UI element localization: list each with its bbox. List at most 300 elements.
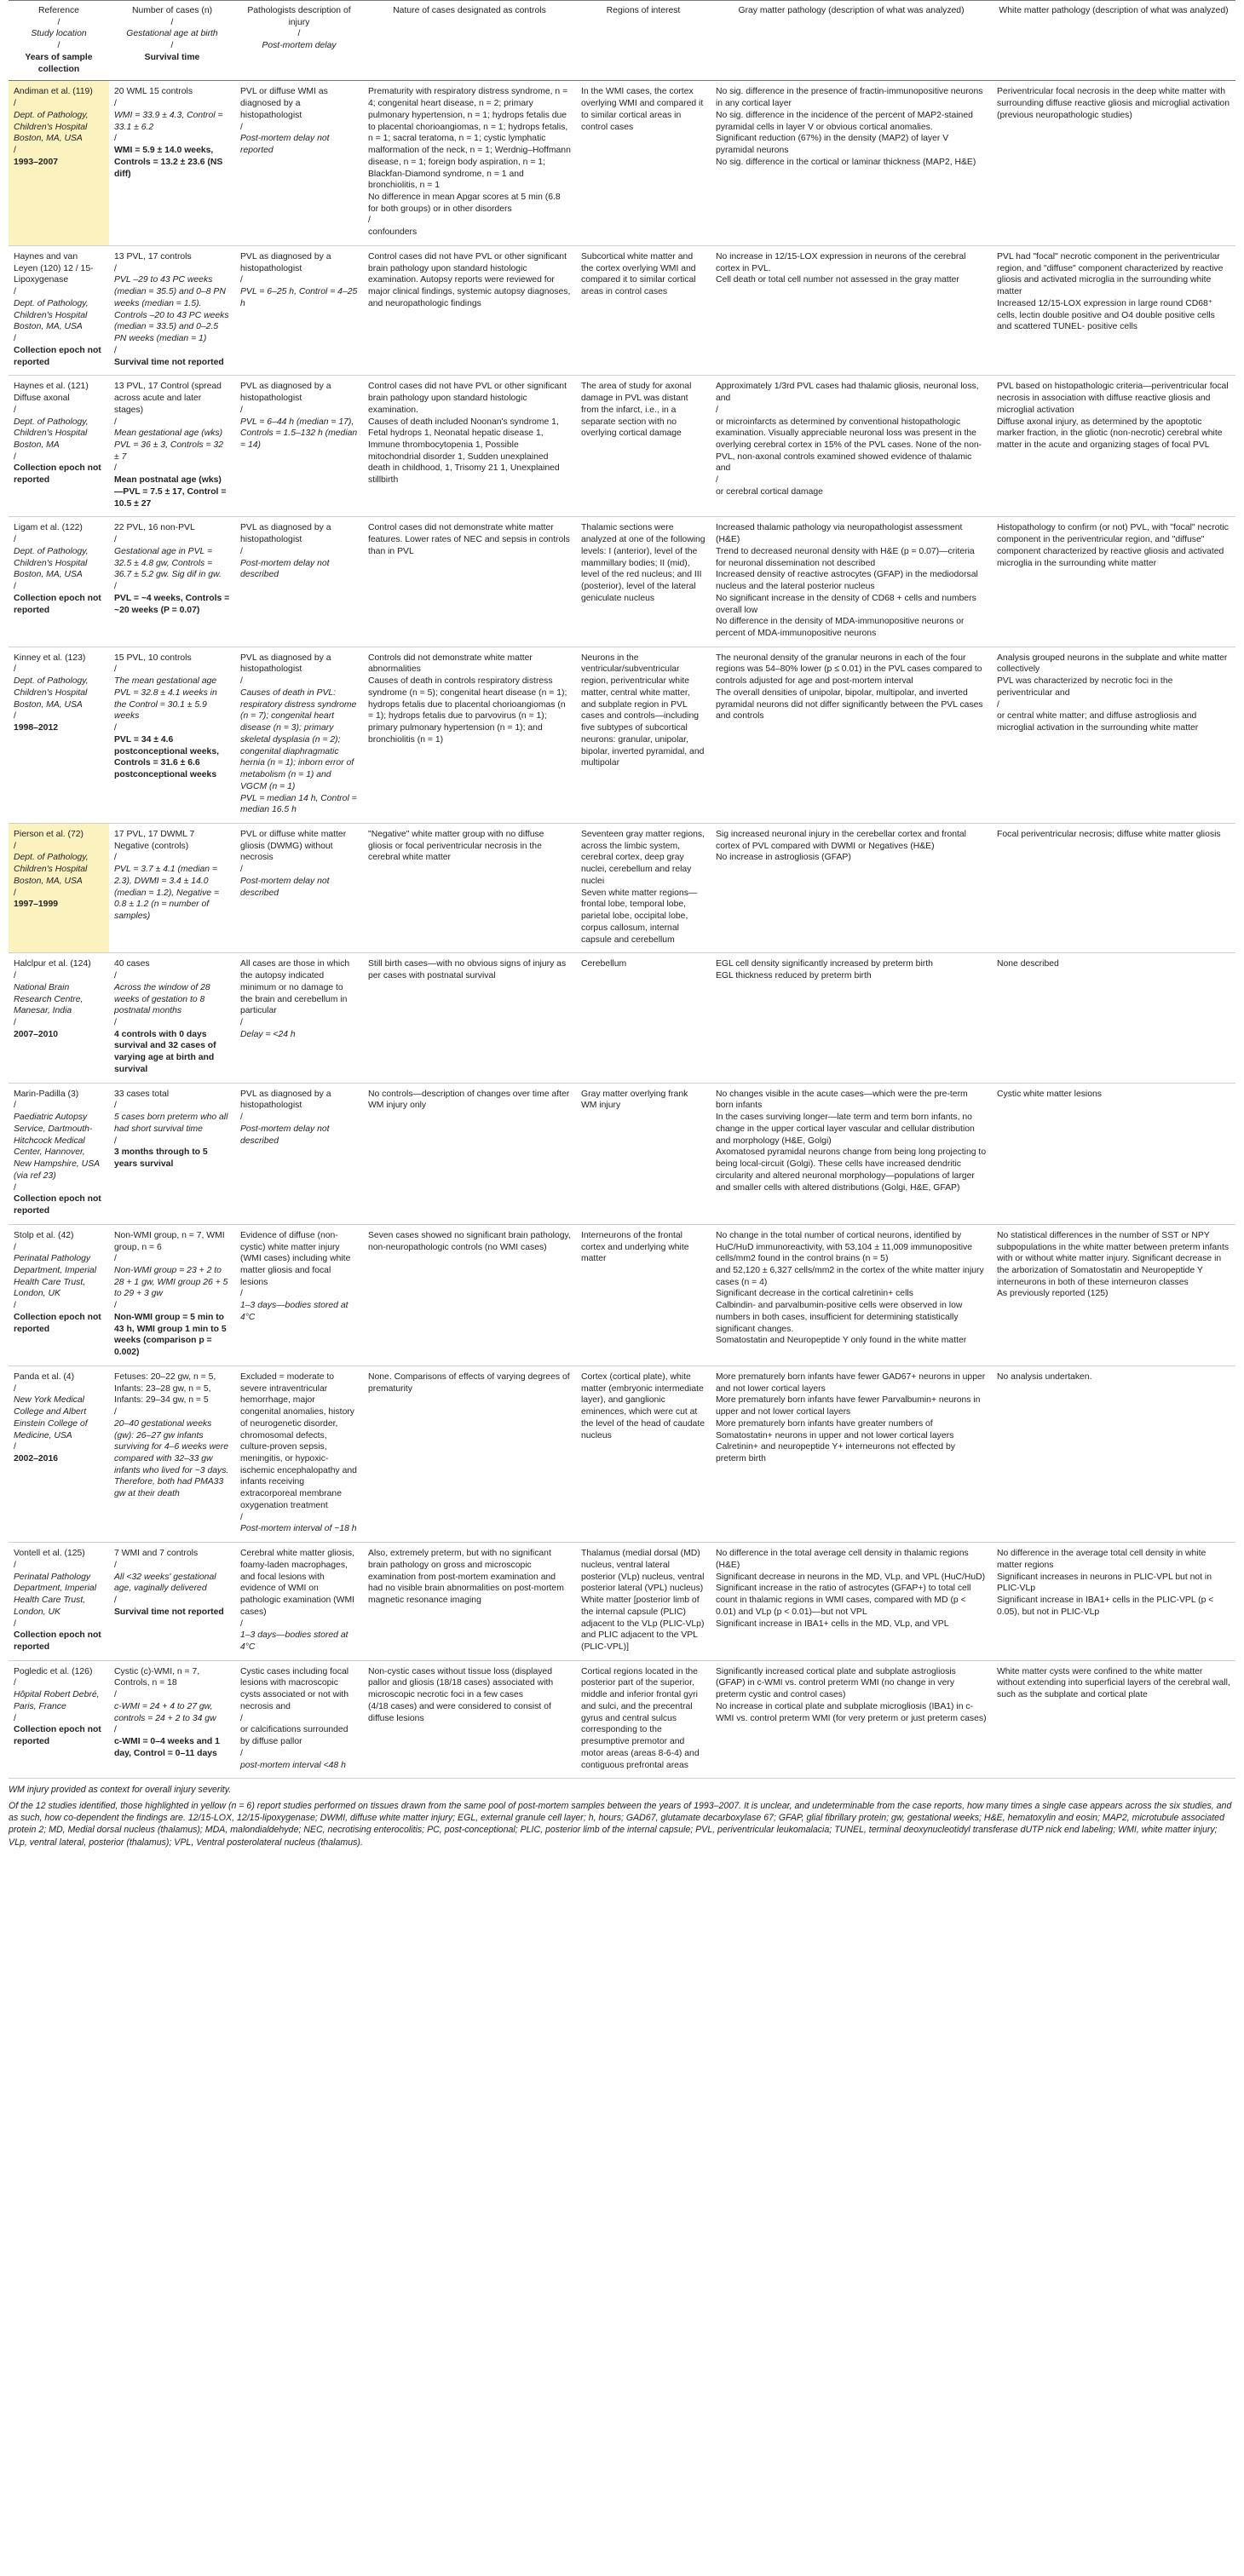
cell-line: / xyxy=(114,1690,117,1700)
table-row xyxy=(9,1660,1235,1779)
gray-matter-cell xyxy=(711,81,992,246)
cell-line: Survival time not reported xyxy=(114,1607,224,1617)
cell-line: Survival time not reported xyxy=(114,357,224,367)
cell-line: / xyxy=(14,287,16,297)
cell-line: Mean postnatal age (wks)—PVL = 7.5 ± 17, Control = 10.5 ± 27 xyxy=(114,475,229,509)
cell-line: Significantly increased cortical plate and subplate astrogliosis (GFAP) in c-WMI vs. control preterm WMI (no change in very preterm cystic and control cases) xyxy=(716,1666,959,1700)
cell-line: EGL thickness reduced by preterm birth xyxy=(716,971,872,981)
reference-cell xyxy=(9,376,109,517)
table-row xyxy=(9,1543,1235,1661)
cell-line: Non-cystic cases without tissue loss (displayed pallor and gliosis (18/18 cases) associated with microscopic necrotic foci in a few cases xyxy=(368,1666,556,1700)
cell-line: No increase in cortical plate and subplate microgliosis (IBA1) in c-WMI vs. control preterm WMI (for very preterm or just preterm cases) xyxy=(716,1701,987,1723)
pathologist-cell xyxy=(235,1083,363,1224)
cell-line: 2007–2010 xyxy=(14,1029,59,1039)
cell-line: / xyxy=(14,1619,16,1629)
cell-line: PVL = 6–44 h (median = 17), Controls = 1.5–132 h (median = 14) xyxy=(240,417,360,450)
cell-line: Post-mortem delay not described xyxy=(240,558,332,580)
cell-line: Seven cases showed no significant brain pathology, non-neuropathologic controls (no WMI cases) xyxy=(368,1230,573,1252)
white-matter-cell xyxy=(992,1366,1235,1542)
pathologist-cell xyxy=(235,647,363,823)
cell-line: No statistical differences in the number of SST or NPY subpopulations in the white matter between preterm infants with or without white matter injury. Significant decrease in the arborization of Somatostatin and Neuropeptide Y interneurons in both of these interneuron classes xyxy=(997,1230,1231,1287)
table-row xyxy=(9,517,1235,647)
cell-line: Pogledic et al. (126) xyxy=(14,1666,93,1676)
cases-cell xyxy=(109,517,235,647)
cell-line: / xyxy=(14,1383,16,1394)
controls-cell xyxy=(363,245,576,375)
cell-line: / xyxy=(240,275,243,285)
cell-line: / xyxy=(14,1101,16,1111)
white-matter-cell xyxy=(992,376,1235,517)
cell-line: / xyxy=(114,1596,117,1606)
controls-cell xyxy=(363,1366,576,1542)
controls-cell xyxy=(363,376,576,517)
cell-line: Evidence of diffuse (non-cystic) white matter injury (WMI cases) including white matter gliosis and focal lesions xyxy=(240,1230,354,1287)
cell-line: / xyxy=(997,699,999,710)
footnote-abbreviations: Of the 12 studies identified, those highlighted in yellow (n = 6) report studies performed on tissues drawn from the same pool of post-mortem samples between the years of 1993–2007. It is unclear, and undeterminable from the case reports, how many times a single case appears across the six studies, and as such, how co-dependent the findings are. 12/15-LOX, 12/15-lipoxygenase; DWMI, diffuse white matter injury; EGL, external granule cell layer; h, hours; GAD67, glutamate decarboxylase 67; GFAP, glial fibrillary protein; gw, gestational weeks; H&E, hematoxylin and eosin; MAP2, microtubule associated protein 2; MD, Medial dorsal nucleus (thalamus); MDA, malondialdehyde; NEC, necrotising enterocolitis; PC, post-conceptional; PLIC, posterior limb of the internal capsule; PVL, periventricular leukomalacia; TUNEL, terminal deoxynucleotidyl transferase dUTP nick end labeling; WMI, white matter injury; VLp, ventral lateral, posterior (thalamus); VPL, Ventral posterolateral nucleus (thalamus). xyxy=(9,1800,1232,1848)
cell-line: / xyxy=(114,263,117,273)
cell-line: / xyxy=(14,664,16,675)
cell-line: Somatostatin and Neuropeptide Y only found in the white matter xyxy=(716,1336,967,1346)
cell-line: / xyxy=(114,535,117,545)
cell-line: / xyxy=(14,1678,16,1688)
studies-table xyxy=(9,0,1235,1779)
cell-line: Collection epoch not reported xyxy=(14,463,104,486)
cell-line: Controls did not demonstrate white matter abnormalities xyxy=(368,653,535,675)
cell-line: / xyxy=(240,865,243,875)
reference-cell xyxy=(9,647,109,823)
cell-line: / xyxy=(114,1136,117,1146)
cell-line: 5 cases born preterm who all had short survival time xyxy=(114,1113,231,1134)
gray-matter-cell xyxy=(711,376,992,517)
regions-cell xyxy=(576,517,711,647)
cases-cell xyxy=(109,647,235,823)
gray-matter-cell xyxy=(711,1224,992,1366)
cell-line: Significant increases in neurons in PLIC-VPL but not in PLIC-VLp xyxy=(997,1572,1214,1594)
cell-line: No difference in mean Apgar scores at 5 min (6.8 for both groups) or in other disorders xyxy=(368,193,563,214)
cell-line: Post-mortem interval of ~18 h xyxy=(240,1524,357,1534)
regions-cell xyxy=(576,376,711,517)
cell-line: The mean gestational age PVL = 32.8 ± 4.1 weeks in the Control = 30.1 ± 5.9 weeks xyxy=(114,676,220,722)
cell-line: Cystic cases including focal lesions with macroscopic cysts associated or not with necrosis and xyxy=(240,1666,351,1711)
cell-line: / xyxy=(114,582,117,592)
cell-line: Kinney et al. (123) xyxy=(14,653,86,663)
cell-line: / xyxy=(114,134,117,144)
cell-line: No changes visible in the acute cases—which were the pre-term born infants xyxy=(716,1089,970,1111)
cell-line: No controls—description of changes over time after WM injury only xyxy=(368,1089,573,1111)
cell-line: Focal periventricular necrosis; diffuse white matter gliosis xyxy=(997,830,1221,839)
gray-matter-cell xyxy=(711,647,992,823)
cell-line: Ligam et al. (122) xyxy=(14,523,83,533)
cell-line: / xyxy=(14,535,16,545)
controls-cell xyxy=(363,647,576,823)
cell-line: More prematurely born infants have fewer Parvalbumin+ neurons in upper and not lower cortical layers xyxy=(716,1395,983,1417)
pathologist-cell xyxy=(235,1543,363,1661)
cell-line: or central white matter; and diffuse astrogliosis and microglial activation in the surrounding white matter xyxy=(997,711,1200,733)
header-reference: Reference / Study location / Years of sample collection xyxy=(9,1,109,81)
regions-cell xyxy=(576,1224,711,1366)
pathologist-cell xyxy=(235,517,363,647)
cell-line: White matter cysts were confined to the white matter without extending into superficial layers of the cerebral wall, such as the subplate and cortical plate xyxy=(997,1666,1233,1700)
cell-line: / xyxy=(716,475,718,486)
pathologist-cell xyxy=(235,1660,363,1779)
white-matter-cell xyxy=(992,1224,1235,1366)
cell-line: None. Comparisons of effects of varying degrees of prematurity xyxy=(368,1371,573,1394)
cell-line: / xyxy=(14,1713,16,1723)
cell-line: Periventricular focal necrosis in the deep white matter with surrounding diffuse reactive gliosis and microglial activation (previous neuropathologic studies) xyxy=(997,87,1232,120)
cell-line: Hôpital Robert Debré, Paris, France xyxy=(14,1690,102,1711)
pathologist-cell xyxy=(235,81,363,246)
cell-line: or microinfarcts as determined by conventional histopathologic examination. Visually appreciable neuronal loss was present in the overlying cerebral cortex in 15% of the PVL cases. None of the non-PVL, non-axonal controls examined showed evidence of thalamic and xyxy=(716,417,982,474)
white-matter-cell xyxy=(992,647,1235,823)
header-cases: Number of cases (n) / Gestational age at birth / Survival time xyxy=(109,1,235,81)
pathologist-cell xyxy=(235,245,363,375)
cases-cell xyxy=(109,376,235,517)
table-header-row xyxy=(9,1,1235,81)
reference-cell xyxy=(9,1543,109,1661)
cell-line: Mean gestational age (wks) PVL = 36 ± 3, Controls = 32 ± 7 xyxy=(114,428,226,462)
cell-line: Subcortical white matter and the cortex overlying WMI and compared it to similar cortical areas in control cases xyxy=(581,251,699,297)
cell-line: / xyxy=(14,1560,16,1570)
cell-line: confounders xyxy=(368,227,418,238)
cell-line: / xyxy=(114,664,117,675)
cell-line: PVL as diagnosed by a histopathologist xyxy=(240,653,334,675)
cell-line: post-mortem interval <48 h xyxy=(240,1760,346,1770)
cell-line: Thalamic sections were analyzed at one of the following levels: I (anterior), level of the mammillary bodies; II (mid), level of the red nucleus; and III (posterior), level of the lateral geniculate nucleus xyxy=(581,523,708,603)
cell-line: Halclpur et al. (124) xyxy=(14,959,91,969)
cell-line: "Negative" white matter group with no diffuse gliosis or focal periventricular necrosis in the cerebral white matter xyxy=(368,830,547,863)
cell-line: / xyxy=(14,1182,16,1193)
cell-line: / xyxy=(14,334,16,344)
cell-line: PVL –29 to 43 PC weeks (median = 35.5) and 0–8 PN weeks (median = 1.5). Controls –20 to 43 PC weeks (median = 33.5) and 0–2.5 PN weeks (median = 1) xyxy=(114,275,232,344)
cell-line: / xyxy=(368,216,371,226)
cell-line: Fetuses: 20–22 gw, n = 5, Infants: 23–28 gw, n = 5, Infants: 29–34 gw, n = 5 xyxy=(114,1371,219,1406)
header-white-matter: White matter pathology (description of what was analyzed) xyxy=(992,1,1235,81)
cases-cell xyxy=(109,1366,235,1542)
cell-line: / xyxy=(14,451,16,462)
cell-line: / xyxy=(114,723,117,733)
cell-line: Post-mortem delay not described xyxy=(240,1124,332,1146)
regions-cell xyxy=(576,824,711,953)
cell-line: PVL was characterized by necrotic foci in the periventricular and xyxy=(997,676,1176,698)
cell-line: or cerebral cortical damage xyxy=(716,486,823,497)
cell-line: Histopathology to confirm (or not) PVL, with "focal" necrotic component in the periventricular region, and "diffuse" component characterized by reactive gliosis and activated microglia in the surrounding white matter xyxy=(997,523,1231,568)
cell-line: No sig. difference in the incidence of the percent of MAP2-stained pyramidal cells in layer V or obvious cortical anomalies. xyxy=(716,110,976,132)
cell-line: PVL = 6–25 h, Control = 4–25 h xyxy=(240,287,360,308)
cell-line: In the cases surviving longer—late term and term born infants, no change in the upper cortical layer vascular and cellular distribution and morphology (H&E, Golgi) xyxy=(716,1113,977,1146)
cell-line: Stolp et al. (42) xyxy=(14,1230,74,1240)
controls-cell xyxy=(363,1224,576,1366)
cell-line: Approximately 1/3rd PVL cases had thalamic gliosis, neuronal loss, and xyxy=(716,382,982,404)
cell-line: In the WMI cases, the cortex overlying WMI and compared it to similar cortical areas in control cases xyxy=(581,87,706,132)
cell-line: Prematurity with respiratory distress syndrome, n = 4; congenital heart disease, n = 2; primary pulmonary hypertension, n = 1; hydrops fetalis due to placental chorioangiomas, n = 1; hydrops fetalis, n = 1; sacral teratoma, n = 1; cystic lymphatic malformation of the neck, n = 1; Werdnig–Hoffmann disease, n = 1; foreign body aspiration, n = 1; Blackfan-Diamond syndrome, n = 1 and bronchiolitis, n = 1 xyxy=(368,87,573,191)
controls-cell xyxy=(363,81,576,246)
cell-line: PVL based on histopathologic criteria—periventricular focal necrosis in association with diffuse reactive gliosis and microglial activation xyxy=(997,382,1231,415)
cell-line: / xyxy=(14,1301,16,1311)
cases-cell xyxy=(109,1224,235,1366)
cell-line: WMI = 33.9 ± 4.3, Control = 33.1 ± 6.2 xyxy=(114,110,226,132)
regions-cell xyxy=(576,1366,711,1542)
cell-line: Collection epoch not reported xyxy=(14,1312,104,1334)
cell-line: / xyxy=(114,1101,117,1111)
cell-line: Significant increase in IBA1+ cells in the MD, VLp, and VPL xyxy=(716,1619,949,1629)
pathologist-cell xyxy=(235,953,363,1083)
cell-line: Control cases did not have PVL or other significant brain pathology upon standard histologic examination. Autopsy reports were reviewed for major clinical findings, systemic autopsy diagnoses, and neuropathologic findings xyxy=(368,251,573,308)
cell-line: Causes of death included Noonan's syndrome 1, Fetal hydrops 1, Neonatal hepatic disease 1, Immune thrombocytopenia 1, Possible mitochondrial disorder 1, Sudden unexplained death in childhood, 1, Trisomy 21 1, Unexplained stillbirth xyxy=(368,417,562,486)
cell-line: Interneurons of the frontal cortex and underlying white matter xyxy=(581,1230,692,1264)
cell-line: Cortical regions located in the posterior part of the superior, middle and inferior frontal gyri and sulci, and the precentral gyrus and central sulcus corresponding to the presumptive premotor and motor areas (areas 8-6-4) and contiguous prefrontal areas xyxy=(581,1666,702,1770)
white-matter-cell xyxy=(992,245,1235,375)
cell-line: No sig. difference in the cortical or laminar thickness (MAP2, H&E) xyxy=(716,157,976,167)
cell-line: / xyxy=(240,1512,243,1522)
cell-line: Significant decrease in neurons in the MD, VLp, and VPL (HuC/HuD) xyxy=(716,1572,986,1582)
cell-line: Vontell et al. (125) xyxy=(14,1549,85,1559)
cell-line: None described xyxy=(997,959,1059,969)
gray-matter-cell xyxy=(711,1543,992,1661)
regions-cell xyxy=(576,1083,711,1224)
cell-line: Dept. of Pathology, Children's Hospital Boston, MA, USA xyxy=(14,676,91,710)
cell-line: / xyxy=(240,1018,243,1028)
cell-line: PVL = median 14 h, Control = median 16.5 h xyxy=(240,793,360,815)
regions-cell xyxy=(576,953,711,1083)
cell-line: All <32 weeks' gestational age, vaginally delivered xyxy=(114,1572,219,1594)
cell-line: Across the window of 28 weeks of gestation to 8 postnatal months xyxy=(114,982,213,1016)
white-matter-cell xyxy=(992,81,1235,246)
cell-line: c-WMI = 24 + 4 to 27 gw, controls = 24 + 2 to 34 gw xyxy=(114,1701,216,1723)
cell-line: More prematurely born infants have fewer GAD67+ neurons in upper and not lower cortical layers xyxy=(716,1371,988,1394)
cell-line: / xyxy=(14,1242,16,1252)
cell-line: No difference in the average total cell density in white matter regions xyxy=(997,1549,1209,1570)
cell-line: and 52,120 ± 6,327 cells/mm2 in the cortex of the white matter injury cases (n = 4) xyxy=(716,1265,987,1287)
cell-line: As previously reported (125) xyxy=(997,1289,1109,1299)
white-matter-cell xyxy=(992,1083,1235,1224)
cell-line: The neuronal density of the granular neurons in each of the four regions was 54–80% lower (p ≤ 0.01) in the PVL cases compared to controls adjusted for age and post-mortem interval xyxy=(716,653,985,687)
cell-line: Panda et al. (4) xyxy=(14,1371,75,1382)
cell-line: (4/18 cases) and were considered to consist of diffuse lesions xyxy=(368,1701,554,1723)
cell-line: Andiman et al. (119) xyxy=(14,87,93,97)
cell-line: 20 WML 15 controls xyxy=(114,87,193,97)
cell-line: PVL or diffuse WMI as diagnosed by a histopathologist xyxy=(240,87,331,120)
cell-line: Significant increase in the ratio of astrocytes (GFAP+) to total cell count in thalamic regions in WMI cases, compared with MD (p < 0.01) and VLp (p < 0.01)—but not VPL xyxy=(716,1584,974,1617)
cases-cell xyxy=(109,953,235,1083)
cell-line: Pierson et al. (72) xyxy=(14,830,84,839)
controls-cell xyxy=(363,953,576,1083)
cell-line: / xyxy=(14,582,16,592)
controls-cell xyxy=(363,1543,576,1661)
cell-line: Dept. of Pathology, Children's Hospital Boston, MA xyxy=(14,417,91,450)
cell-line: Seven white matter regions—frontal lobe, temporal lobe, parietal lobe, occipital lobe, corpus callosum, internal capsule and cerebellum xyxy=(581,888,698,945)
cell-line: / xyxy=(114,463,117,474)
cell-line: New York Medical College and Albert Einstein College of Medicine, USA xyxy=(14,1395,90,1440)
cases-cell xyxy=(109,1660,235,1779)
table-row xyxy=(9,1083,1235,1224)
pathologist-cell xyxy=(235,376,363,517)
white-matter-cell xyxy=(992,1660,1235,1779)
cell-line: White matter [posterior limb of the internal capsule (PLIC) adjacent to the VLp (PLIC-VLp) and PLIC adjacent to the VPL (PLIC-VPL)] xyxy=(581,1596,707,1652)
cell-line: 3 months through to 5 years survival xyxy=(114,1147,210,1170)
cell-line: 15 PVL, 10 controls xyxy=(114,653,192,663)
cell-line: Delay = <24 h xyxy=(240,1029,296,1039)
cell-line: Collection epoch not reported xyxy=(14,593,104,615)
cell-line: All cases are those in which the autopsy indicated minimum or no damage to the brain and cerebellum in particular xyxy=(240,959,353,1016)
cell-line: Perinatal Pathology Department, Imperial Health Care Trust, London, UK xyxy=(14,1254,99,1299)
cell-line: 1997–1999 xyxy=(14,900,59,910)
cell-line: Non-WMI group, n = 7, WMI group, n = 6 xyxy=(114,1230,227,1252)
cell-line: More prematurely born infants have greater numbers of Somatostatin+ neurons in upper and not lower cortical layers xyxy=(716,1418,954,1440)
cell-line: EGL cell density significantly increased by preterm birth xyxy=(716,959,933,969)
cell-line: / xyxy=(14,971,16,981)
cell-line: 1–3 days—bodies stored at 4°C xyxy=(240,1630,351,1652)
table-row xyxy=(9,647,1235,823)
table-row xyxy=(9,245,1235,375)
cell-line: Dept. of Pathology, Children's Hospital Boston, MA, USA xyxy=(14,298,91,332)
pathologist-cell xyxy=(235,824,363,953)
cell-line: Control cases did not demonstrate white matter features. Lower rates of NEC and sepsis in controls than in PVL xyxy=(368,523,573,556)
cell-line: PVL as diagnosed by a histopathologist xyxy=(240,251,334,273)
cell-line: 40 cases xyxy=(114,959,150,969)
cell-line: / xyxy=(114,1560,117,1570)
cell-line: Analysis grouped neurons in the subplate and white matter collectively xyxy=(997,653,1230,675)
cell-line: Seventeen gray matter regions, across the limbic system, cerebral cortex, deep gray nuclei, cerebellum and relay nuclei xyxy=(581,830,707,886)
cell-line: No significant increase in the density of CD68 + cells and numbers overall low xyxy=(716,593,979,615)
cell-line: Perinatal Pathology Department, Imperial Health Care Trust, London, UK xyxy=(14,1572,99,1617)
reference-cell xyxy=(9,1224,109,1366)
cell-line: Haynes et al. (121) Diffuse axonal xyxy=(14,382,91,404)
cell-line: Causes of death in controls respiratory distress syndrome (n = 5); congenital heart disease (n = 1); hydrops fetalis due to placental chorioangiomas (n = 1); hydrops fetalis due to parvovirus (n = 1); primary pulmonary hypertension (n = 1); and bronchiolitis (n = 1) xyxy=(368,676,570,745)
cell-line: 33 cases total xyxy=(114,1089,170,1099)
cell-line: / xyxy=(114,1407,117,1417)
cell-line: 20–40 gestational weeks (gw): 26–27 gw infants surviving for 4–6 weeks were compared with 32–33 gw infants who lived for ~3 days. Therefore, both had PMA33 gw at their death xyxy=(114,1418,232,1499)
cell-line: Axomatosed pyramidal neurons change from being long projecting to being local-circuit (Golgi). These cells have increased dendritic circularity and altered neuronal morphology—populations of larger and smaller cells with altered distributions (Golgi, H&E, GFAP) xyxy=(716,1147,988,1193)
reference-cell xyxy=(9,81,109,246)
table-row xyxy=(9,376,1235,517)
cell-line: Cortex (cortical plate), white matter (embryonic intermediate layer), and ganglionic eminences, which were cut at the level of the head of caudate nucleus xyxy=(581,1371,707,1440)
cell-line: / xyxy=(114,853,117,863)
cell-line: Increased 12/15-LOX expression in large round CD68⁺ cells, lectin double positive and O4 double positive cells and scattered TUNEL- positive cells xyxy=(997,298,1218,332)
cell-line: Calretinin+ and neuropeptide Y+ interneurons not effected by preterm birth xyxy=(716,1442,958,1463)
cell-line: Thalamus (medial dorsal (MD) nucleus, ventral lateral posterior (VLp) nucleus, ventral posterior lateral (VPL) nucleus) xyxy=(581,1549,707,1594)
cell-line: Calbindin- and parvalbumin-positive cells were observed in low numbers in both cases, insufficient for determining statistically significant changes. xyxy=(716,1301,965,1334)
cell-line: or calcifications surrounded by diffuse pallor xyxy=(240,1725,351,1747)
cell-line: / xyxy=(114,1018,117,1028)
cell-line: Cerebral white matter gliosis, foamy-laden macrophages, and focal lesions with evidence of WMI on pathologic examination (WMI cases) xyxy=(240,1549,357,1617)
cell-line: PVL had "focal" necrotic component in the periventricular region, and "diffuse" component characterized by reactive gliosis and activated microglia in the surrounding white matter xyxy=(997,251,1226,297)
table-row xyxy=(9,1224,1235,1366)
header-pathologist: Pathologists description of injury / Post-mortem delay xyxy=(235,1,363,81)
cell-line: PVL or diffuse white matter gliosis (DWMG) without necrosis xyxy=(240,830,349,863)
cell-line: No increase in 12/15-LOX expression in neurons of the cerebral cortex in PVL. xyxy=(716,251,969,273)
cell-line: Gray matter overlying frank WM injury xyxy=(581,1089,691,1111)
reference-cell xyxy=(9,245,109,375)
cell-line: Marin-Padilla (3) xyxy=(14,1089,79,1099)
cell-line: Cell death or total cell number not assessed in the gray matter xyxy=(716,275,959,285)
cell-line: National Brain Research Centre, Manesar, India xyxy=(14,982,86,1016)
cell-line: Paediatric Autopsy Service, Dartmouth-Hitchcock Medical Center, Hannover, New Hampshire, USA (via ref 23) xyxy=(14,1113,102,1181)
cell-line: 1998–2012 xyxy=(14,723,59,733)
white-matter-cell xyxy=(992,824,1235,953)
reference-cell xyxy=(9,1660,109,1779)
cell-line: / xyxy=(14,405,16,415)
cell-line: / xyxy=(240,1713,243,1723)
cell-line: / xyxy=(240,676,243,687)
cell-line: / xyxy=(716,405,718,415)
white-matter-cell xyxy=(992,517,1235,647)
cell-line: 1993–2007 xyxy=(14,157,59,167)
cell-line: The area of study for axonal damage in PVL was distant from the infarct, i.e., in a separate section with no overlying cortical damage xyxy=(581,382,694,439)
cell-line: Significant decrease in the cortical calretinin+ cells xyxy=(716,1289,913,1299)
cell-line: Non-WMI group = 5 min to 43 h, WMI group 1 min to 5 weeks (comparison p = 0.002) xyxy=(114,1312,229,1358)
cell-line: PVL = 3.7 ± 4.1 (median = 2.3), DWMI = 3.4 ± 14.0 (median = 1.2), Negative = 0.8 ± 1.2 (n = number of samples) xyxy=(114,865,222,922)
cell-line: / xyxy=(114,971,117,981)
cell-line: Collection epoch not reported xyxy=(14,1194,104,1216)
cell-line: / xyxy=(14,888,16,898)
cell-line: / xyxy=(114,1254,117,1264)
cell-line: PVL as diagnosed by a histopathologist xyxy=(240,523,334,545)
controls-cell xyxy=(363,517,576,647)
cell-line: 13 PVL, 17 Control (spread across acute and later stages) xyxy=(114,382,224,415)
cell-line: Gestational age in PVL = 32.5 ± 4.8 gw, Controls = 36.7 ± 5.2 gw. Sig dif in gw. xyxy=(114,546,222,580)
cell-line: Dept. of Pathology, Children's Hospital Boston, MA, USA xyxy=(14,110,91,144)
reference-cell xyxy=(9,1366,109,1542)
cell-line: PVL as diagnosed by a histopathologist xyxy=(240,382,334,404)
cell-line: No analysis undertaken. xyxy=(997,1371,1092,1382)
cell-line: Collection epoch not reported xyxy=(14,345,104,367)
cell-line: / xyxy=(114,99,117,109)
cases-cell xyxy=(109,1543,235,1661)
cell-line: / xyxy=(240,1289,243,1299)
table-row xyxy=(9,1366,1235,1542)
cell-line: 22 PVL, 16 non-PVL xyxy=(114,523,195,533)
cell-line: The overall densities of unipolar, bipolar, multipolar, and inverted pyramidal neurons did not differ significantly between the PVL cases and controls xyxy=(716,687,986,722)
cell-line: / xyxy=(114,1725,117,1735)
pathologist-cell xyxy=(235,1224,363,1366)
gray-matter-cell xyxy=(711,245,992,375)
gray-matter-cell xyxy=(711,517,992,647)
cell-line: Cystic (c)-WMI, n = 7, Controls, n = 18 xyxy=(114,1666,203,1688)
table-row xyxy=(9,953,1235,1083)
cell-line: c-WMI = 0–4 weeks and 1 day, Control = 0–11 days xyxy=(114,1737,222,1758)
page xyxy=(9,0,1235,1849)
cell-line: Neurons in the ventricular/subventricular region, periventricular white matter, central white matter, and subplate region in PVL cases and controls—including five subtypes of subcortical neurons: granular, unipolar, bipolar, inverted pyramidal, and multipolar xyxy=(581,653,707,768)
cell-line: Dept. of Pathology, Children's Hospital Boston, MA, USA xyxy=(14,546,91,580)
gray-matter-cell xyxy=(711,1083,992,1224)
white-matter-cell xyxy=(992,1543,1235,1661)
cell-line: PVL as diagnosed by a histopathologist xyxy=(240,1089,334,1111)
cell-line: Significant increase in IBA1+ cells in the PLIC-VPL (p < 0.05), but not in PLIC-VLp xyxy=(997,1596,1217,1617)
cell-line: / xyxy=(14,146,16,156)
cell-line: / xyxy=(114,345,117,355)
reference-cell xyxy=(9,1083,109,1224)
cell-line: Increased thalamic pathology via neuropathologist assessment (H&E) xyxy=(716,523,965,545)
cell-line: 2002–2016 xyxy=(14,1453,59,1463)
regions-cell xyxy=(576,245,711,375)
cell-line: Sig increased neuronal injury in the cerebellar cortex and frontal cortex of PVL compared with DWMI or Negatives (H&E) xyxy=(716,830,969,851)
header-regions: Regions of interest xyxy=(576,1,711,81)
cell-line: PVL = 34 ± 4.6 postconceptional weeks, Controls = 31.6 ± 6.6 postconceptional weeks xyxy=(114,734,222,780)
cell-line: Non-WMI group = 23 + 2 to 28 + 1 gw, WMI group 26 + 5 to 29 + 3 gw xyxy=(114,1265,231,1299)
cell-line: 7 WMI and 7 controls xyxy=(114,1549,199,1559)
header-controls: Nature of cases designated as controls xyxy=(363,1,576,81)
regions-cell xyxy=(576,647,711,823)
regions-cell xyxy=(576,81,711,246)
cell-line: / xyxy=(14,1442,16,1452)
reference-cell xyxy=(9,824,109,953)
cell-line: / xyxy=(14,99,16,109)
cell-line: No increase in astrogliosis (GFAP) xyxy=(716,853,851,863)
cell-line: Post-mortem delay not reported xyxy=(240,134,332,156)
cell-line: No difference in the density of MDA-immunopositive neurons or percent of MDA-immunopositive neurons xyxy=(716,617,967,638)
footnote-context: WM injury provided as context for overall injury severity. xyxy=(9,1785,232,1796)
gray-matter-cell xyxy=(711,1366,992,1542)
